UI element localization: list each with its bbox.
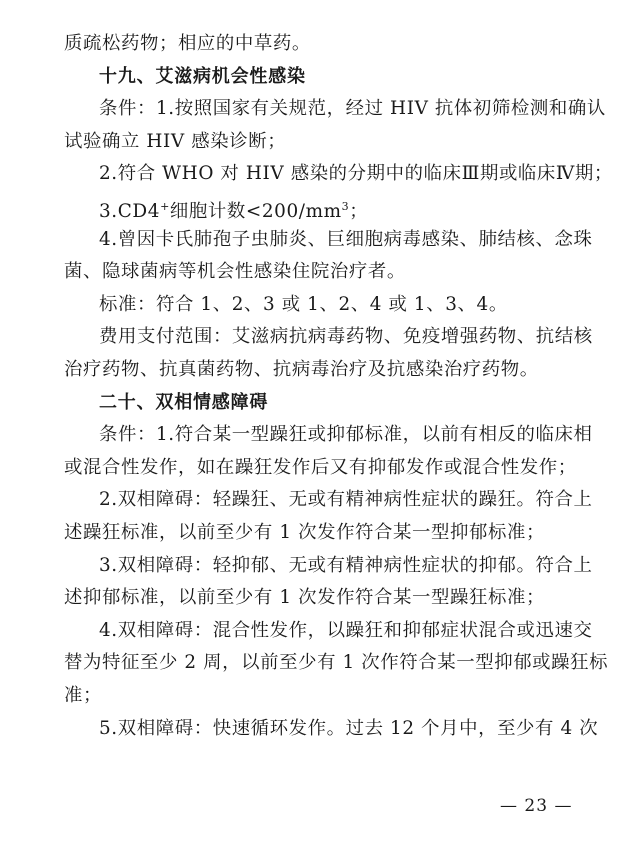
section-heading-20: 二十、双相情感障碍 (99, 391, 269, 413)
superscript-3: 3 (341, 200, 350, 213)
text-line: 质疏松药物；相应的中草药。 (64, 33, 311, 54)
text-line: 3.双相障碍：轻抑郁、无或有精神病性症状的抑郁。符合上 (99, 554, 593, 576)
text-line-cd4 (99, 195, 630, 224)
text-line: 4.双相障碍：混合性发作，以躁狂和抑郁症状混合或迅速交 (99, 619, 593, 641)
text-line: 治疗药物、抗真菌药物、抗病毒治疗及抗感染治疗药物。 (64, 359, 539, 380)
cd4-prefix: 3.CD4 (99, 201, 161, 223)
section-heading-19: 十九、艾滋病机会性感染 (99, 65, 306, 87)
page-number: — 23 — (500, 796, 573, 816)
text-line: 述躁狂标准，以前至少有 1 次发作符合某一型抑郁标准； (64, 522, 545, 543)
cd4-count-text: 细胞计数<200/mm (169, 201, 342, 223)
text-line: 费用支付范围：艾滋病抗病毒药物、免疫增强药物、抗结核 (99, 326, 593, 348)
text-line: 5.双相障碍：快速循环发作。过去 12 个月中，至少有 4 次 (99, 717, 599, 739)
text-line: 准； (64, 685, 102, 706)
text-line: 2.符合 WHO 对 HIV 感染的分期中的临床Ⅲ期或临床Ⅳ期； (99, 163, 613, 185)
text-line: 试验确立 HIV 感染诊断； (64, 130, 287, 152)
superscript-plus: + (160, 200, 170, 213)
text-line: 替为特征至少 2 周，以前至少有 1 次作符合某一型抑郁或躁狂标 (64, 652, 609, 674)
text-line: 4.曾因卡氏肺孢子虫肺炎、巨细胞病毒感染、肺结核、念珠 (99, 228, 593, 250)
text-line: 述抑郁标准，以前至少有 1 次发作符合某一型躁狂标准； (64, 587, 545, 609)
text-line: 菌、隐球菌病等机会性感染住院治疗者。 (64, 261, 406, 283)
cd4-suffix: ； (349, 201, 369, 223)
text-line: 条件：1.符合某一型躁狂或抑郁标准，以前有相反的临床相 (99, 424, 593, 446)
text-line: 2.双相障碍：轻躁狂、无或有精神病性症状的躁狂。符合上 (99, 489, 593, 511)
text-line: 标准：符合 1、2、3 或 1、2、4 或 1、3、4。 (99, 293, 508, 315)
text-line: 条件：1.按照国家有关规范，经过 HIV 抗体初筛检测和确认 (99, 98, 606, 120)
text-line: 或混合性发作，如在躁狂发作后又有抑郁发作或混合性发作； (64, 456, 577, 478)
